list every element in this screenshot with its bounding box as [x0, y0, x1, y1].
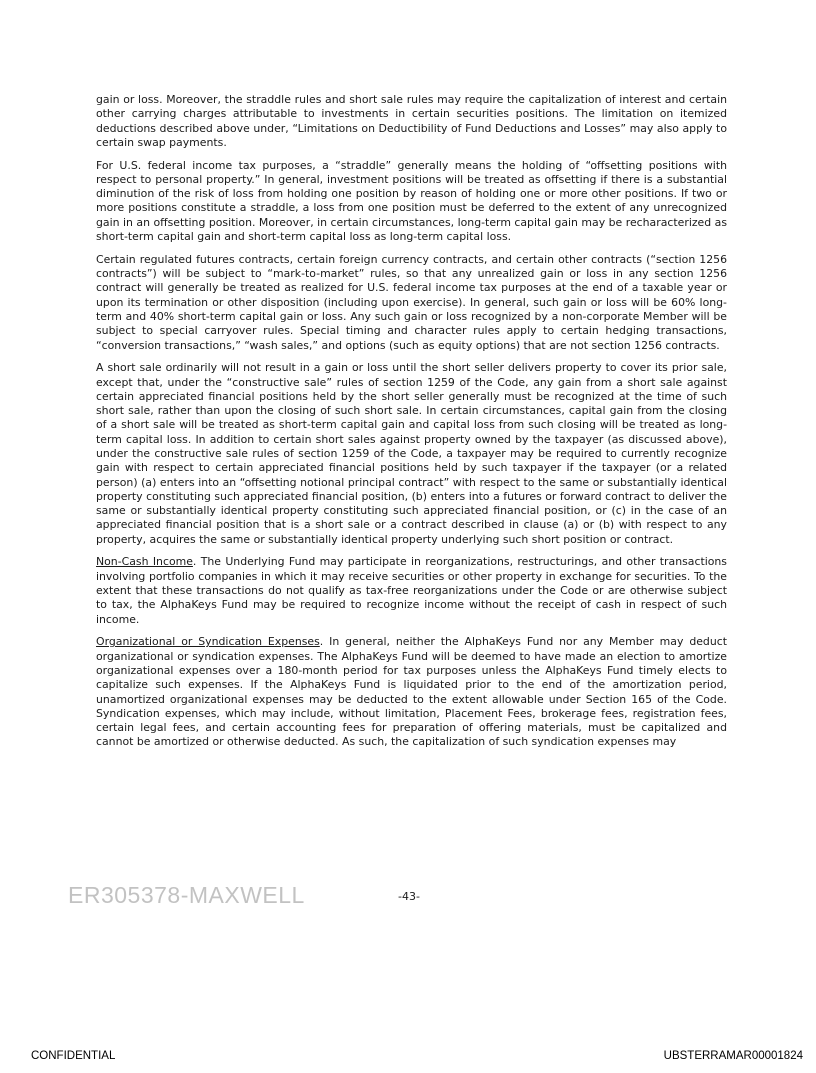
bates-number: UBSTERRAMAR00001824 — [663, 1050, 803, 1062]
paragraph: Certain regulated futures contracts, certain foreign currency contracts, and certain other contracts (“section 1256 contracts”) will be subject to “mark-to-market” rules, so that any unrealized gain or loss in any section 1256 contract will generally be treated as realized for U.S. federal income tax purposes at the end of a taxable year or upon its termination or other disposition (including upon exercise). In general, such gain or loss will be 60% long-term and 40% short-term capital gain or loss. Any such gain or loss recognized by a non-corporate Member will be subject to special carryover rules. Special timing and character rules apply to certain hedging transactions, “conversion transactions,” “wash sales,” and options (such as equity options) that are not section 1256 contracts. — [96, 252, 727, 352]
paragraph: Organizational or Syndication Expenses. In general, neither the AlphaKeys Fund nor any Member may deduct organizational or syndication expenses. The AlphaKeys Fund will be deemed to have made an election to amortize organizational expenses over a 180-month period for tax purposes unless the AlphaKeys Fund timely elects to capitalize such expenses. If the AlphaKeys Fund is liquidated prior to the end of the amortization period, unamortized organizational expenses may be deducted to the extent allowable under Section 165 of the Code. Syndication expenses, which may include, without limitation, Placement Fees, brokerage fees, registration fees, certain legal fees, and certain accounting fees for preparation of offering materials, must be capitalized and cannot be amortized or otherwise deducted. As such, the capitalization of such syndication expenses may — [96, 635, 727, 749]
watermark-stamp: ER305378-MAXWELL — [68, 882, 305, 908]
confidential-label: CONFIDENTIAL — [31, 1050, 116, 1062]
paragraph: gain or loss. Moreover, the straddle rules and short sale rules may require the capitalization of interest and certain other carrying charges attributable to investments in certain securities positions. The limitation on itemized deductions described above under, “Limitations on Deductibility of Fund Deductions and Losses” may also apply to certain swap payments. — [96, 93, 727, 149]
paragraph: A short sale ordinarily will not result in a gain or loss until the short seller delivers property to cover its prior sale, except that, under the “constructive sale” rules of section 1259 of the Code, any gain from a short sale against certain appreciated financial positions held by the short seller generally must be recognized at the time of such short sale, rather than upon the closing of such short sale. In certain circumstances, capital gain from the closing of a short sale will be treated as short-term capital gain and capital loss from such closing will be treated as long-term capital loss. In addition to certain short sales against property owned by the taxpayer (as discussed above), under the constructive sale rules of section 1259 of the Code, a taxpayer may be required to currently recognize gain with respect to certain appreciated financial positions held by such taxpayer if the taxpayer (or a related person) (a) enters into an “offsetting notional principal contract” with respect to the same or substantially identical property constituting such appreciated financial position, (b) enters into a futures or forward contract to deliver the same or substantially identical property constituting such appreciated financial position, or (c) in the case of an appreciated financial position that is a short sale or a contract described in clause (a) or (b) with respect to any property, acquires the same or substantially identical property underlying such short position or contract. — [96, 361, 727, 546]
paragraph: Non-Cash Income. The Underlying Fund may participate in reorganizations, restructurings, and other transactions involving portfolio companies in which it may receive securities or other property in exchange for securities. To the extent that these transactions do not qualify as tax-free reorganizations under the Code or are otherwise subject to tax, the AlphaKeys Fund may be required to recognize income without the receipt of cash in respect of such income. — [96, 555, 727, 626]
body-text — [96, 93, 727, 758]
page-number: -43- — [398, 890, 420, 903]
section-heading-organizational-expenses: Organizational or Syndication Expenses — [96, 635, 320, 649]
paragraph: For U.S. federal income tax purposes, a “straddle” generally means the holding of “offsetting positions with respect to personal property.” In general, investment positions will be treated as offsetting if there is a substantial diminution of the risk of loss from holding one position by reason of holding one or more other positions. If two or more positions constitute a straddle, a loss from one position must be deferred to the extent of any unrecognized gain in an offsetting position. Moreover, in certain circumstances, long-term capital gain may be recharacterized as short-term capital gain and short-term capital loss as long-term capital loss. — [96, 158, 727, 244]
section-heading-non-cash-income: Non-Cash Income — [96, 555, 193, 569]
